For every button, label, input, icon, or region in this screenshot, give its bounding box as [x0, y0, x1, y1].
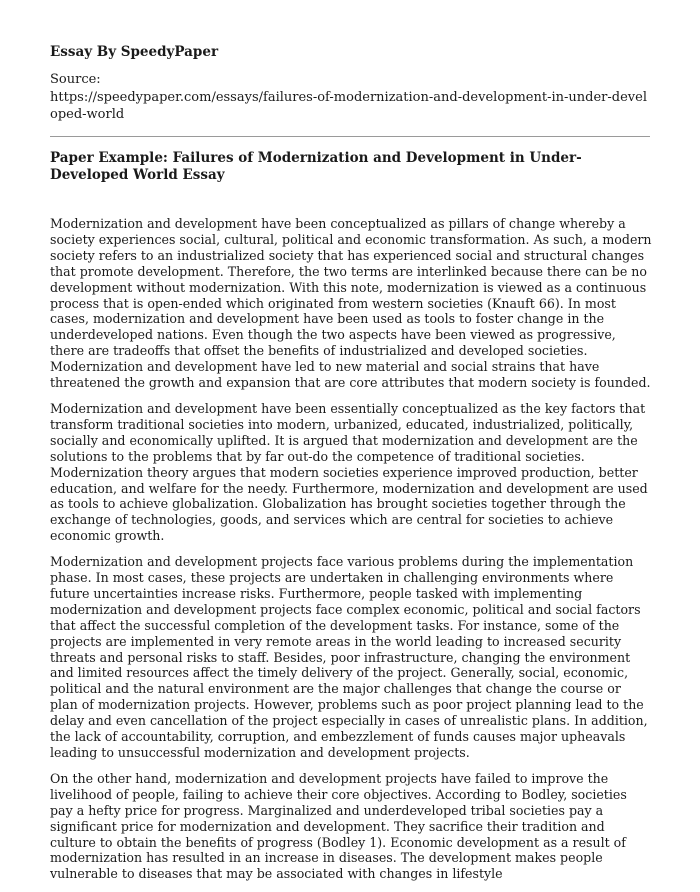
paragraph: On the other hand, modernization and development projects have failed to improve the livelihood of people, failing to achieve their core objectives. According to Bodley, societies pay a hefty price for progress. Marginalized and underdeveloped tribal societies pay a significant price for modernization and development. They sacrifice their tradition and culture to obtain the benefits of progress (Bodley 1). Economic development as a result of modernization has resulted in an increase in diseases. The development makes people vulnerable to diseases that may be associated with changes in lifestyle — [50, 770, 627, 882]
document-body — [50, 216, 652, 892]
paragraph: Modernization and development projects face various problems during the implementation phase. In most cases, these projects are undertaken in challenging environments where future uncertainties increase risks. Furthermore, people tasked with implementing modernization and development projects face complex economic, political and social factors that affect the successful completion of the development tasks. For instance, some of the projects are implemented in very remote areas in the world leading to increased security threats and personal risks to staff. Besides, poor infrastructure, changing the environment and limited resources affect the timely delivery of the project. Generally, social, economic, political and the natural environment are the major challenges that change the course or plan of modernization projects. However, problems such as poor project planning lead to the delay and even cancellation of the project especially in cases of unrealistic plans. In addition, the lack of accountability, corruption, and embezzlement of funds causes major upheavals leading to unsuccessful modernization and development projects. — [50, 554, 648, 760]
source-url[interactable]: https://speedypaper.com/essays/failures-of-modernization-and-development-in-under-developed-world — [50, 90, 647, 122]
document-title: Paper Example: Failures of Modernization and Development in Under-Developed World Essay — [50, 150, 582, 183]
header-title: Essay By SpeedyPaper — [50, 44, 219, 60]
header-divider — [50, 136, 650, 137]
paragraph: Modernization and development have been conceptualized as pillars of change whereby a society experiences social, cultural, political and economic transformation. As such, a modern society refers to an industrialized society that has experienced social and structural changes that promote development. Therefore, the two terms are interlinked because there can be no development without modernization. With this note, modernization is viewed as a continuous process that is open-ended which originated from western societies (Knauft 66). In most cases, modernization and development have been used as tools to foster change in the underdeveloped nations. Even though the two aspects have been viewed as progressive, there are tradeoffs that offset the benefits of industrialized and developed societies. Modernization and development have led to new material and social strains that have threatened the growth and expansion that are core attributes that modern society is founded. — [50, 216, 652, 391]
source-label: Source: — [50, 72, 101, 87]
paragraph: Modernization and development have been essentially conceptualized as the key factors that transform traditional societies into modern, urbanized, educated, industrialized, politically, socially and economically uplifted. It is argued that modernization and development are the solutions to the problems that by far out-do the competence of traditional societies. Modernization theory argues that modern societies experience improved production, better education, and welfare for the needy. Furthermore, modernization and development are used as tools to achieve globalization. Globalization has brought societies together through the exchange of technologies, goods, and services which are central for societies to achieve economic growth. — [50, 400, 648, 544]
